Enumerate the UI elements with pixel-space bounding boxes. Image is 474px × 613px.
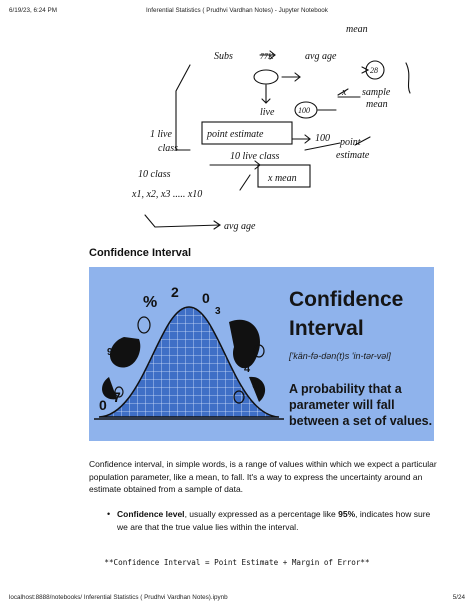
- sketch-label-avg-age-bottom: avg age: [224, 221, 256, 232]
- sketch-label-point-estimate: point estimate: [207, 129, 264, 140]
- svg-text:3: 3: [215, 306, 221, 317]
- section-heading: Confidence Interval: [89, 247, 192, 259]
- svg-text:%: %: [143, 294, 158, 311]
- bullet-icon: •: [107, 509, 111, 519]
- sketch-label-point: point: [340, 137, 361, 148]
- sketch-label-100b: 100: [315, 133, 330, 144]
- formula-line: **Confidence Interval = Point Estimate + Margin of Error**: [104, 558, 370, 567]
- bullet-percentage: 95%: [338, 509, 356, 519]
- sketch-label-x-mean: x mean: [268, 173, 297, 184]
- banner-definition: A probability that a parameter will fall between a set of values.: [289, 382, 433, 428]
- bullet-text-end: , indicates how sure we are that the true value lies within the interval.: [117, 509, 431, 532]
- sketch-label-10-live-class: 10 live class: [230, 151, 280, 162]
- sketch-label-100a: 100: [298, 106, 310, 115]
- banner-pronunciation: ['kän-fə-dən(t)s 'in-tər-vəl]: [289, 351, 391, 361]
- banner-title-line1: Confidence: [289, 288, 404, 311]
- sketch-label-10-class: 10 class: [138, 169, 171, 180]
- sketch-label-x: x: [342, 87, 347, 98]
- svg-text:7: 7: [113, 389, 121, 405]
- sketch-label-avg-age: avg age: [305, 51, 337, 62]
- bullet-text-mid: , usually expressed as a percentage like: [184, 509, 339, 519]
- page-number: 5/24: [452, 594, 465, 601]
- sketch-label-estimate: estimate: [336, 150, 370, 161]
- print-title: Inferential Statistics ( Prudhvi Vardhan Notes) - Jupyter Notebook: [146, 7, 328, 14]
- sketch-label-sample: sample: [362, 87, 391, 98]
- svg-text:0: 0: [99, 397, 107, 413]
- sketch-label-class: class: [158, 143, 178, 154]
- banner-title-line2: Interval: [289, 317, 364, 340]
- sketch-label-77k: 77K: [260, 52, 274, 61]
- sketch-label-subs: Subs: [214, 51, 233, 62]
- sketch-label-mean: mean: [346, 24, 368, 35]
- sketch-label-1-live: 1 live: [150, 129, 172, 140]
- bullet-text: [117, 508, 437, 533]
- bullet-bold-term: Confidence level: [117, 509, 185, 519]
- print-datetime: 6/19/23, 6:24 PM: [9, 7, 57, 14]
- handwritten-notes-sketch: [110, 15, 420, 233]
- confidence-interval-banner: [89, 267, 434, 441]
- svg-text:4: 4: [244, 363, 251, 375]
- bell-curve-illustration: [89, 267, 289, 441]
- svg-text:2: 2: [171, 284, 179, 300]
- svg-text:9: 9: [107, 347, 113, 358]
- svg-text:6: 6: [252, 377, 260, 392]
- explanation-paragraph: Confidence interval, in simple words, is a range of values within which we expect a particular population parameter, like a mean, to fall. It's a way to express the uncertainty around an estimate obtained from a sample of data.: [89, 459, 437, 494]
- sketch-label-live: live: [260, 107, 275, 118]
- sketch-label-sample-mean: mean: [366, 99, 388, 110]
- print-url: localhost:8888/notebooks/ Inferential Statistics ( Prudhvi Vardhan Notes).ipynb: [9, 594, 228, 601]
- svg-text:0: 0: [202, 290, 210, 306]
- sketch-label-28: 28: [370, 66, 378, 75]
- sketch-label-x-values: x1, x2, x3 ..... x10: [132, 189, 203, 200]
